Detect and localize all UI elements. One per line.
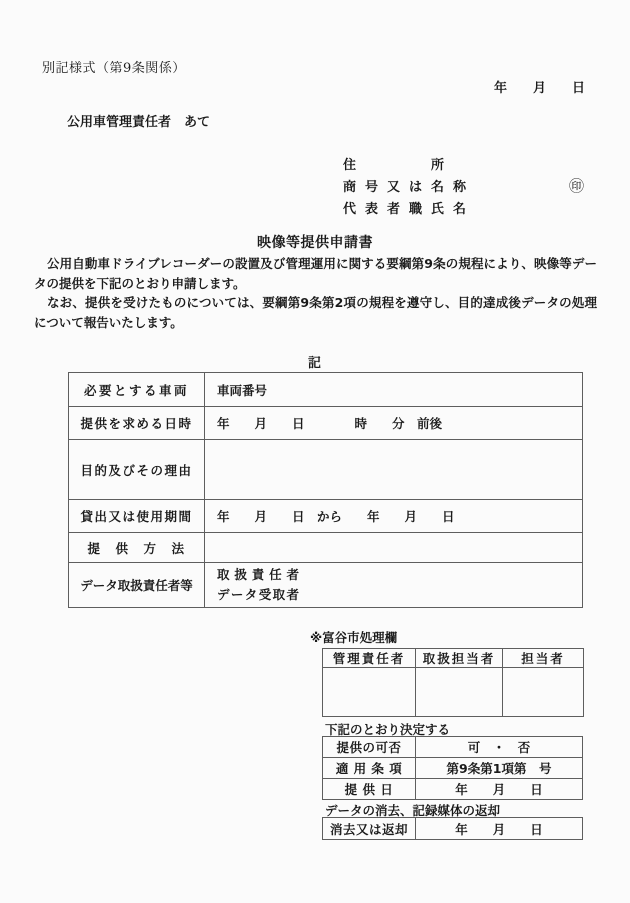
row-label: 提供を求める日時 <box>69 407 205 440</box>
decision-row-provision-date <box>323 779 583 800</box>
handler-line <box>217 565 582 585</box>
row-label: データ取扱責任者等 <box>69 563 205 608</box>
application-table <box>68 372 583 608</box>
decision-row-approval <box>323 737 583 758</box>
submission-date: 年 月 日 <box>493 81 585 96</box>
row-value: 年 月 日 から 年 月 日 <box>205 500 583 533</box>
staff-signature-cell <box>323 668 416 717</box>
row-value: 可 ・ 否 <box>416 737 583 758</box>
staff-header-staff: 担当者 <box>503 649 584 668</box>
decision-table <box>322 736 583 800</box>
compliance-paragraph: なお、提供を受けたものについては、要綱第9条第2項の規程を遵守し、目的達成後データの処理について報告いたします。 <box>34 295 597 330</box>
row-label: 提供の可否 <box>323 737 416 758</box>
page-title: 映像等提供申請書 <box>257 235 373 251</box>
decision-note: 下記のとおり決定する <box>325 722 451 737</box>
staff-signature-cell <box>416 668 503 717</box>
row-label: 消去又は返却 <box>323 818 416 840</box>
table-row-vehicle <box>69 373 583 407</box>
staff-header-row <box>323 649 584 668</box>
company-name-label: 商号又は名称 <box>343 180 476 195</box>
staff-signature-row <box>323 668 584 717</box>
staff-signature-cell <box>503 668 584 717</box>
row-label: 貸出又は使用期間 <box>69 500 205 533</box>
record-marker: 記 <box>307 356 322 371</box>
address-label: 住 所 <box>343 158 454 173</box>
receiver-label: データ受取者 <box>217 587 299 602</box>
decision-row-clause <box>323 758 583 779</box>
receiver-line <box>217 585 582 605</box>
row-value: 車両番号 <box>205 373 583 407</box>
row-value <box>205 533 583 563</box>
staff-header-manager: 管理責任者 <box>323 649 416 668</box>
applicant-block <box>343 155 475 221</box>
representative-label: 代表者職氏名 <box>343 202 476 217</box>
row-value: 年 月 日 <box>416 818 583 840</box>
handler-label: 取扱責任者 <box>217 567 299 582</box>
form-style-note: 別記様式（第9条関係） <box>42 61 186 76</box>
erasure-table <box>322 817 583 840</box>
staff-approval-table <box>322 648 584 717</box>
row-value <box>205 440 583 500</box>
table-row-datetime <box>69 407 583 440</box>
seal-icon: ㊞ <box>569 177 585 195</box>
row-label: 目的及びその理由 <box>69 440 205 500</box>
row-value: 年 月 日 時 分 前後 <box>205 407 583 440</box>
addressee-line: 公用車管理責任者 あて <box>67 115 211 130</box>
row-value <box>205 563 583 608</box>
row-value: 第9条第1項第 号 <box>416 758 583 779</box>
staff-header-handler: 取扱担当者 <box>416 649 503 668</box>
table-row-period <box>69 500 583 533</box>
erasure-row <box>323 818 583 840</box>
row-label: 提 供 日 <box>323 779 416 800</box>
application-paragraph: 公用自動車ドライブレコーダーの設置及び管理運用に関する要綱第9条の規程により、映像等データの提供を下記のとおり申請します。 <box>34 256 597 291</box>
row-label: 必要とする車両 <box>69 373 205 407</box>
row-label: 適 用 条 項 <box>323 758 416 779</box>
table-row-method <box>69 533 583 563</box>
row-label: 提 供 方 法 <box>69 533 205 563</box>
table-row-data-handler <box>69 563 583 608</box>
row-value: 年 月 日 <box>416 779 583 800</box>
city-processing-note: ※富谷市処理欄 <box>310 630 398 645</box>
erasure-note: データの消去、記録媒体の返却 <box>325 803 501 818</box>
table-row-purpose <box>69 440 583 500</box>
